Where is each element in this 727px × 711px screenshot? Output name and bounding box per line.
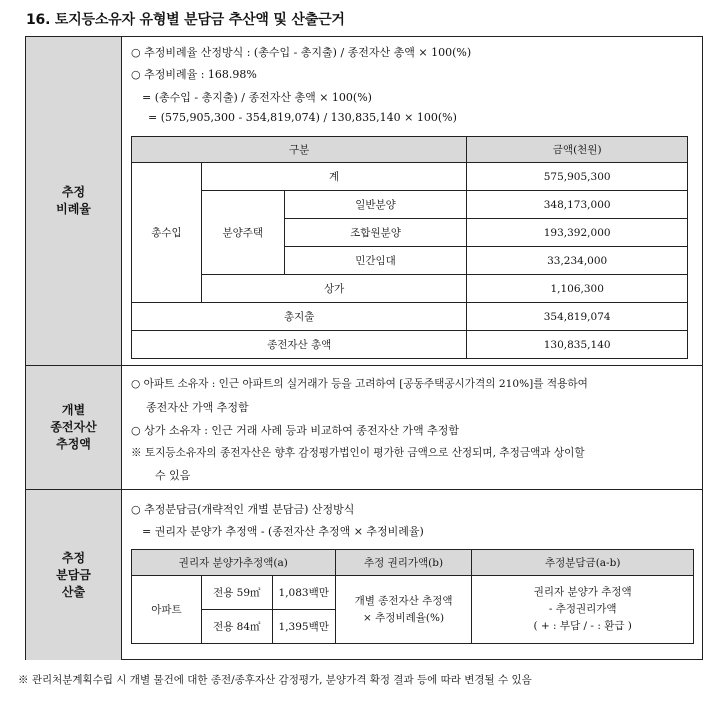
total-label: 계 xyxy=(201,163,466,191)
income-label: 총수입 xyxy=(132,163,202,303)
section-body-individual xyxy=(122,366,702,489)
prior-assets-value: 130,835,140 xyxy=(467,331,688,359)
shop-owner-line: ○ 상가 소유자 : 인근 거래 사례 등과 비교하여 종전자산 가액 추정함 xyxy=(131,424,460,437)
prior-assets-label: 종전자산 총액 xyxy=(132,331,467,359)
unit-area: 전용 84㎡ xyxy=(201,610,272,644)
footnote: ※ 관리처분계획수립 시 개별 물건에 대한 종전/종후자산 감정평가, 분양가격 확정 결과 등에 따라 변경될 수 있음 xyxy=(18,674,532,686)
unit-price: 1,395백만 xyxy=(272,610,335,644)
header-sale-price: 권리자 분양가추정액(a) xyxy=(132,550,336,576)
expense-label: 총지출 xyxy=(132,303,467,331)
shop-label: 상가 xyxy=(201,275,466,303)
table-row-value: 348,173,000 xyxy=(467,191,688,219)
ratio-value-line: ○ 추정비례율 : 168.98% xyxy=(131,68,257,81)
table-row-label: 조합원분양 xyxy=(284,219,467,247)
ratio-method-line: ○ 추정비례율 산정방식 : (총수입 - 총지출) / 종전자산 총액 × 100(%) xyxy=(131,46,472,59)
header-rights-value: 추정 권리가액(b) xyxy=(335,550,472,576)
section-contribution-calc xyxy=(26,490,702,660)
contribution-formula-line-2: - 추정권리가액 xyxy=(548,603,617,615)
contribution-method-line: ○ 추정분담금(개략적인 개별 분담금) 산정방식 xyxy=(131,503,355,516)
unit-price: 1,083백만 xyxy=(272,576,335,610)
contribution-table xyxy=(131,549,694,644)
section-estimated-ratio xyxy=(26,37,702,366)
appraisal-note-line: ※ 토지등소유자의 종전자산은 향후 감정평가법인이 평가한 금액으로 산정되며, 추정금액과 상이할 xyxy=(131,447,585,459)
header-contribution: 추정분담금(a-b) xyxy=(472,550,694,576)
section-individual-prior-assets xyxy=(26,366,702,490)
unit-area: 전용 59㎡ xyxy=(201,576,272,610)
section-label-ratio: 추정 비례율 xyxy=(26,37,122,365)
rights-formula-line-1: 개별 종전자산 추정액 xyxy=(354,594,453,607)
ratio-calc-line: = (575,905,300 - 354,819,074) / 130,835,140 × 100(%) xyxy=(148,111,457,124)
apartment-owner-line: ○ 아파트 소유자 : 인근 아파트의 실거래가 등을 고려하여 [공동주택공시가격의 210%]를 적용하여 xyxy=(131,378,588,390)
housing-label: 분양주택 xyxy=(201,191,284,275)
apartment-owner-line-cont: 종전자산 가액 추정함 xyxy=(146,401,249,414)
table-row-value: 193,392,000 xyxy=(467,219,688,247)
document-title: 16. 토지등소유자 유형별 분담금 추산액 및 산출근거 xyxy=(26,12,345,28)
contribution-estimate-table xyxy=(25,36,703,660)
ratio-formula-line: = (총수입 - 총지출) / 종전자산 총액 × 100(%) xyxy=(142,91,372,104)
contribution-formula-line: = 권리자 분양가 추정액 - (종전자산 추정액 × 추정비례율) xyxy=(142,525,424,538)
rights-formula-line-2: × 추정비례율(%) xyxy=(363,611,445,624)
section-label-contribution: 추정 분담금 산출 xyxy=(26,490,122,660)
section-label-individual: 개별 종전자산 추정액 xyxy=(26,366,122,489)
section-body-ratio xyxy=(122,37,702,365)
contribution-formula-line-3: ( + : 부담 / - : 환급 ) xyxy=(533,620,632,632)
header-category: 구분 xyxy=(132,137,467,163)
contribution-formula-cell xyxy=(472,576,694,644)
section-body-contribution xyxy=(122,490,702,660)
header-amount: 금액(천원) xyxy=(467,137,688,163)
expense-value: 354,819,074 xyxy=(467,303,688,331)
table-row-label: 일반분양 xyxy=(284,191,467,219)
total-value: 575,905,300 xyxy=(467,163,688,191)
apartment-label: 아파트 xyxy=(132,576,202,644)
appraisal-note-line-cont: 수 있음 xyxy=(155,469,191,482)
income-expense-table xyxy=(131,136,688,359)
table-row-value: 33,234,000 xyxy=(467,247,688,275)
table-row-label: 민간임대 xyxy=(284,247,467,275)
shop-value: 1,106,300 xyxy=(467,275,688,303)
rights-formula-cell xyxy=(335,576,472,644)
contribution-formula-line-1: 권리자 분양가 추정액 xyxy=(533,586,632,598)
